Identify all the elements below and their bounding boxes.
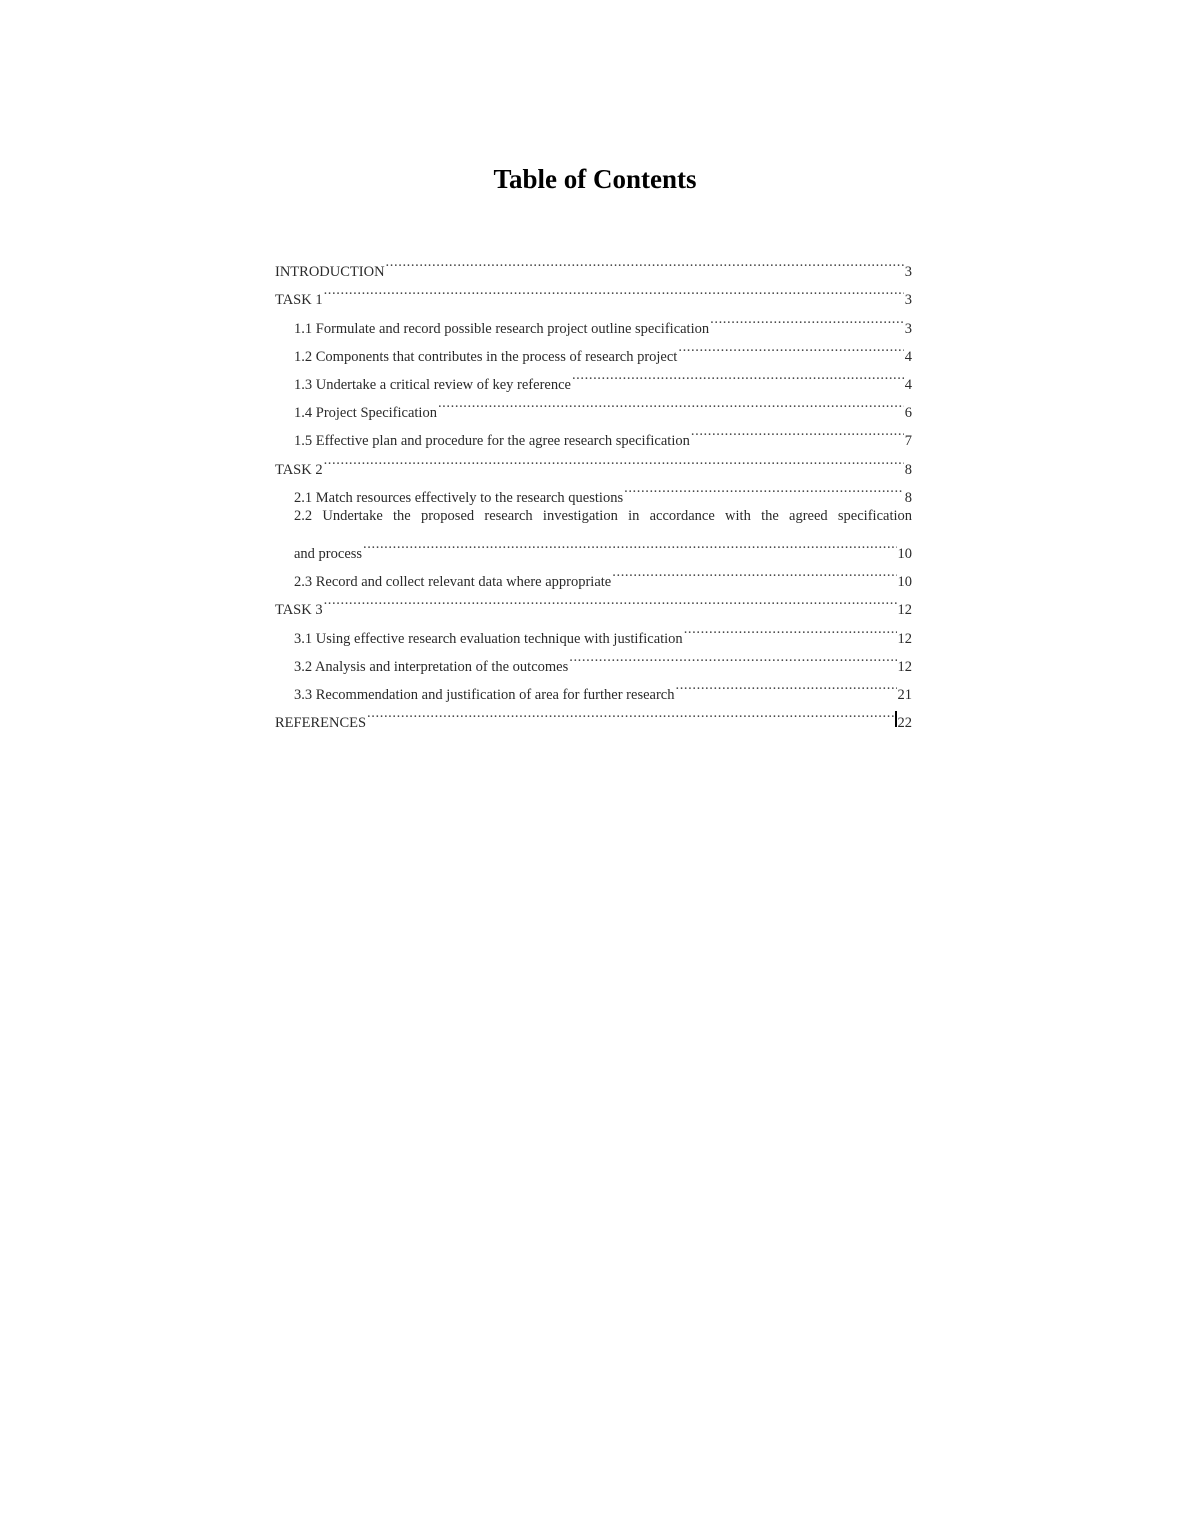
toc-entry-text: 3.1 Using effective research evaluation technique with justification [294,630,683,647]
toc-dot-leader [710,304,904,332]
toc-page-number: 7 [904,433,912,450]
toc-entry-3-1[interactable] [275,614,912,647]
toc-entry-text: TASK 1 [275,292,323,309]
toc-dot-leader [624,474,904,502]
toc-entry-text: 2.3 Record and collect relevant data where appropriate [294,574,612,591]
toc-entry-task-1[interactable] [275,276,912,309]
toc-dot-leader [386,248,904,276]
toc-entry-text: TASK 2 [275,461,323,478]
toc-dot-leader [691,417,904,445]
toc-dot-leader [438,389,904,417]
toc-entry-2-2-continuation[interactable] [275,530,912,563]
toc-dot-leader [678,333,903,361]
toc-dot-leader [572,361,904,389]
toc-entry-text: 1.4 Project Specification [294,405,437,422]
toc-entry-introduction[interactable] [275,248,912,281]
toc-dot-leader [675,671,896,699]
toc-list [275,248,912,732]
toc-entry-text: TASK 3 [275,602,323,619]
toc-dot-leader [612,558,896,586]
toc-entry-text: INTRODUCTION [275,264,385,281]
toc-page-number: 10 [897,546,912,563]
toc-entry-text: 1.5 Effective plan and procedure for the agree research specification [294,433,690,450]
toc-page-number: 4 [904,348,912,365]
toc-page-number: 4 [904,376,912,393]
toc-entry-text: 1.3 Undertake a critical review of key reference [294,376,571,393]
toc-dot-leader [324,445,904,473]
toc-dot-leader [363,530,896,558]
toc-entry-2-2[interactable] [275,502,912,530]
toc-page-number: 3 [904,292,912,309]
toc-page-number: 21 [897,687,912,703]
toc-page-number: 8 [904,461,912,478]
toc-dot-leader [684,614,897,642]
toc-entry-references[interactable] [275,699,912,732]
toc-entry-task-3[interactable] [275,586,912,619]
toc-entry-text: 2.1 Match resources effectively to the research questions [294,489,624,506]
toc-page-number: 6 [904,405,912,422]
toc-entry-text: 1.2 Components that contributes in the process of research project [294,348,678,365]
toc-entry-task-2[interactable] [275,445,912,478]
toc-page-number: 12 [897,630,912,647]
toc-page-number: 12 [897,658,912,675]
toc-entry-text: 3.2 Analysis and interpretation of the outcomes [294,658,569,675]
toc-dot-leader [324,586,897,614]
toc-dot-leader [367,699,893,727]
toc-entry-1-1[interactable] [275,304,912,337]
toc-entry-text: 2.2 Undertake the proposed research investigation in accordance with the agreed specification [294,507,912,524]
toc-entry-text: 3.3 Recommendation and justification of area for further research [294,687,675,703]
toc-entry-text: REFERENCES [275,715,367,732]
toc-page-number: 22 [897,715,912,732]
toc-entry-2-1[interactable] [275,474,912,506]
toc-page-number: 12 [897,602,912,619]
toc-entry-text: 1.1 Formulate and record possible research project outline specification [294,320,710,337]
toc-page-number: 10 [897,574,912,591]
toc-entry-continuation-text: and process [294,546,363,563]
toc-page-number: 3 [904,320,912,337]
toc-dot-leader [569,643,896,671]
toc-entry-2-3[interactable] [275,558,912,591]
toc-title: Table of Contents [493,164,697,194]
text-cursor [895,711,897,727]
toc-page-number: 8 [904,489,912,506]
toc-dot-leader [324,276,904,304]
toc-page-number: 3 [904,264,912,281]
